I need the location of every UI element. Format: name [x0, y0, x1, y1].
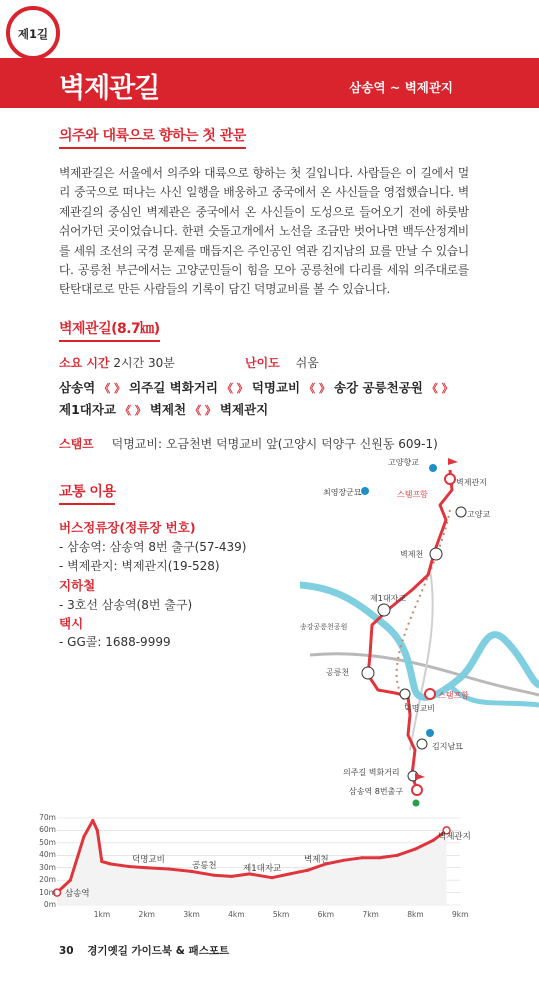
route-stop: 송강 공릉천공원 [333, 380, 423, 395]
profile-point-label: 공릉천 [192, 861, 217, 871]
map-label: 고양교 [467, 510, 491, 519]
stamp-value: 덕명교비: 오금천변 덕명교비 앞(고양시 덕양구 신원동 609-1) [111, 437, 438, 451]
subway-heading: 지하철 [59, 578, 96, 593]
profile-point [414, 848, 416, 850]
route-arrow: 《 》 [426, 382, 453, 395]
map-node-deokmyeong [400, 689, 410, 699]
subway-line: - 3호선 삼송역(8번 출구) [59, 598, 193, 612]
route-arrow: 《 》 [99, 382, 126, 395]
book-title: 경기옛길 가이드북 & 패스포트 [87, 945, 230, 957]
profile-point-label: 벽제관지 [438, 832, 471, 842]
flag-icon [415, 773, 425, 783]
route-arrow: 《 》 [304, 382, 330, 395]
map-label: 송강공릉천공원 [300, 623, 348, 631]
profile-point [379, 857, 381, 859]
y-tick-label: 50m [39, 837, 56, 847]
map-node-byeokjecheon [430, 548, 442, 560]
profile-point [128, 866, 130, 868]
profile-point [271, 877, 273, 879]
profile-point [101, 861, 103, 863]
route-stop: 의주길 벽화거리 [129, 380, 218, 395]
profile-point [92, 820, 94, 822]
y-tick-label: 40m [39, 850, 56, 860]
profile-point [146, 867, 148, 869]
y-tick-label: 10m [39, 887, 56, 897]
profile-point-label: 삼송역 [65, 889, 90, 899]
bus-stop-icon [426, 729, 434, 737]
course-number: 제1길 [17, 27, 49, 41]
x-tick-label: 3km [183, 910, 200, 919]
route-line-1 [59, 378, 457, 396]
course-heading: 벽제관길(8.7㎞) [59, 318, 160, 342]
page-footer [59, 943, 229, 958]
map-road [410, 570, 433, 750]
map-node-kimjinam [417, 739, 427, 749]
map-label: 고양향교 [388, 458, 419, 467]
x-tick-label: 1km [93, 910, 111, 919]
page-title: 벽제관길 [59, 73, 160, 104]
badge-pointer [22, 56, 44, 78]
map-label: 최영장군묘 [323, 488, 362, 497]
y-tick-label: 20m [39, 875, 56, 885]
intro-heading: 의주와 대륙으로 향하는 첫 관문 [59, 125, 246, 149]
profile-point [361, 857, 363, 859]
x-tick-label: 8km [407, 910, 424, 919]
route-arrow: 《 》 [190, 404, 216, 417]
taxi-heading: 택시 [59, 616, 84, 631]
map-node-samsong [412, 785, 422, 795]
profile-point [231, 876, 233, 878]
profile-point [213, 874, 215, 876]
profile-point [70, 879, 72, 881]
y-tick-label: 60m [39, 825, 56, 835]
map-node-gongneungcheon [362, 667, 374, 679]
profile-point-label: 벽제천 [304, 855, 329, 865]
profile-point [83, 836, 85, 838]
time-value: 2시간 30분 [113, 356, 175, 370]
time-label: 소요 시간 [59, 356, 110, 370]
intro-paragraph: 벽제관길은 서울에서 의주와 대륙으로 향하는 첫 길입니다. 사람들은 이 길에서 멀리 중국으로 떠나는 사신 일행을 배웅하고 중국에서 온 사신들을 영접했습니다. 벽제관길의 중심인 벽제관은 중국에서 온 사신들이 도성으로 들어오기 전에 하룻밤 쉬어가던 곳이었습니다. 한편 숫돌고개에서 노선을 조금만 벗어나면 백두산정계비를 세워 조선의 국경 문제를 매듭지은 주인공인 역관 김지남의 묘를 만날 수 있습니다. 공릉천 부근에서는 고양군민들이 힘을 모아 공릉천에 다리를 세워 의주대로를 탄탄대로로 만든 사람들의 기록이 담긴 덕명교비를 볼 수 있습니다. [59, 166, 469, 297]
profile-point [432, 840, 434, 842]
profile-point [110, 863, 112, 865]
bus-stop-icon [361, 487, 369, 495]
map-label: 벽제천 [400, 550, 424, 559]
route-stop: 제1대자교 [59, 402, 116, 417]
y-tick-label: 30m [39, 862, 56, 872]
stamp-label: 스탬프 [59, 437, 94, 451]
taxi-line: - GG콜: 1688-9999 [59, 635, 171, 649]
difficulty-label: 난이도 [245, 356, 280, 370]
y-tick-label: 70m [39, 813, 56, 822]
profile-point [343, 859, 345, 861]
x-tick-label: 7km [362, 910, 379, 919]
map-label: 스탬프함 [397, 490, 428, 499]
bus-line: - 삼송역: 삼송역 8번 출구(57-439) [59, 540, 247, 554]
profile-point-label: 제1대자교 [243, 864, 282, 874]
map-node-byeokjegwanji [445, 474, 455, 484]
route-arrow: 《 》 [120, 404, 146, 417]
map-label: 벽제관지 [456, 478, 487, 487]
route-stop: 벽제관지 [219, 402, 269, 417]
bus-line: - 벽제관지: 벽제관지(19-528) [59, 559, 220, 573]
x-tick-label: 5km [272, 910, 290, 919]
route-stop: 삼송역 [59, 380, 96, 395]
map-label: 공릉천 [326, 668, 350, 677]
bus-heading: 버스정류장(정류장 번호) [59, 520, 196, 535]
flag-icon [448, 458, 458, 468]
profile-point [289, 873, 291, 875]
x-tick-label: 6km [317, 910, 335, 919]
time-row [59, 354, 175, 371]
profile-point [168, 868, 170, 870]
profile-point-label: 덕명교비 [132, 855, 165, 865]
bus-stop-icon [429, 464, 437, 472]
map-label: 스탬프함 [438, 691, 469, 700]
map-node-goyanggyo [456, 507, 466, 517]
route-map [300, 450, 539, 815]
profile-point [397, 854, 399, 856]
route-stop: 덕명교비 [251, 380, 301, 395]
route-stop: 벽제천 [149, 402, 187, 417]
route-line-2 [59, 400, 268, 418]
difficulty-value: 쉬움 [295, 356, 319, 370]
route-range: 삼송역 ~ 벽제관지 [349, 80, 453, 95]
x-tick-label: 2km [138, 910, 155, 919]
map-label: 제1대자교 [370, 594, 407, 603]
x-tick-label: 4km [228, 910, 245, 919]
transport-heading: 교통 이용 [59, 481, 115, 505]
difficulty-row [245, 354, 319, 371]
map-node-daejagyo [378, 604, 390, 616]
map-label: 삼송역 8번출구 [349, 787, 404, 796]
profile-point [307, 869, 309, 871]
route-arrow: 《 》 [221, 382, 248, 395]
y-tick-label: 0m [43, 900, 56, 909]
map-label: 덕명교비 [404, 704, 435, 713]
x-tick-label: 9km [452, 910, 469, 919]
profile-point [97, 830, 99, 832]
map-river [300, 585, 539, 697]
map-label: 김지남묘 [432, 742, 463, 751]
map-node-stamp [425, 689, 435, 699]
page-number: 30 [59, 945, 74, 957]
map-label: 의주길 벽화거리 [343, 768, 400, 777]
